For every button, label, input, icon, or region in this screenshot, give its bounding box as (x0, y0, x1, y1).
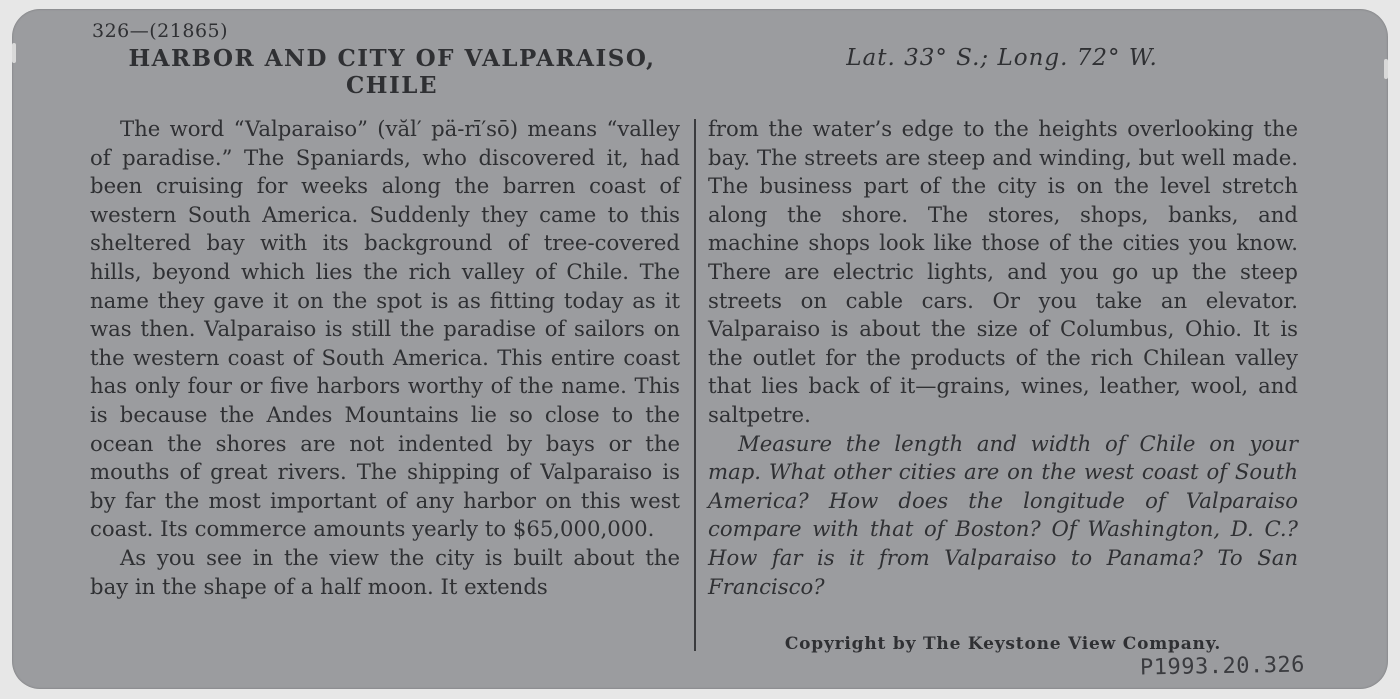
study-questions: Measure the length and width of Chile on your map. What other cities are on the west coast of South America? How does the longitude of Valparaiso compare with that of Boston? Of Washington, D. C.? How far is it from Valparaiso to Panama? To San Francisco? (708, 430, 1298, 599)
catalog-number: 326—(21865) (92, 20, 229, 42)
latitude-longitude: Lat. 33° S.; Long. 72° W. (846, 45, 1158, 71)
stereograph-card-back (12, 9, 1388, 689)
left-paragraph-1: The word “Valparaiso” (văl′ pä-rī′sō) means “valley of paradise.” The Spaniards, who discovered it, had been cruising for weeks along the barren coast of western South America. Suddenly they came to this sheltered bay with its background of tree-covered hills, beyond which lies the rich valley of Chile. The name they gave it on the spot is as fitting today as it was then. Valparaiso is still the paradise of sailors on the western coast of South America. This entire coast has only four or five harbors worthy of the name. This is because the Andes Mountains lie so close to the ocean the shores are not indented by bays or the mouths of great rivers. The shipping of Valparaiso is by far the most important of any harbor on this west coast. Its commerce amounts yearly to $65,000,000. (90, 116, 680, 542)
copyright-notice: Copyright by The Keystone View Company. (784, 634, 1222, 654)
card-title-line-2: CHILE (346, 72, 438, 99)
right-paragraph-1: from the water’s edge to the heights overlooking the bay. The streets are steep and winding, but well made. The business part of the city is on the level stretch along the shore. The stores, shops, banks, and machine shops look like those of the cities you know. There are electric lights, and you go up the steep streets on cable cars. Or you take an elevator. Valparaiso is about the size of Columbus, Ohio. It is the outlet for the products of the rich Chilean valley that lies back of it—grains, wines, leather, wool, and saltpetre. (708, 116, 1298, 427)
right-text-column (708, 115, 1298, 601)
card-title-line-1: HARBOR AND CITY OF VALPARAISO, (128, 45, 656, 72)
card-title (92, 45, 692, 99)
left-text-column (90, 115, 680, 601)
left-paragraph-2: As you see in the view the city is built about the bay in the shape of a half moon. It extends (90, 544, 680, 599)
card-edge-notch-left (12, 43, 16, 63)
handwritten-accession-number: P1993.20.326 (1139, 652, 1306, 681)
card-edge-notch-right (1384, 59, 1388, 79)
column-divider (694, 119, 696, 651)
